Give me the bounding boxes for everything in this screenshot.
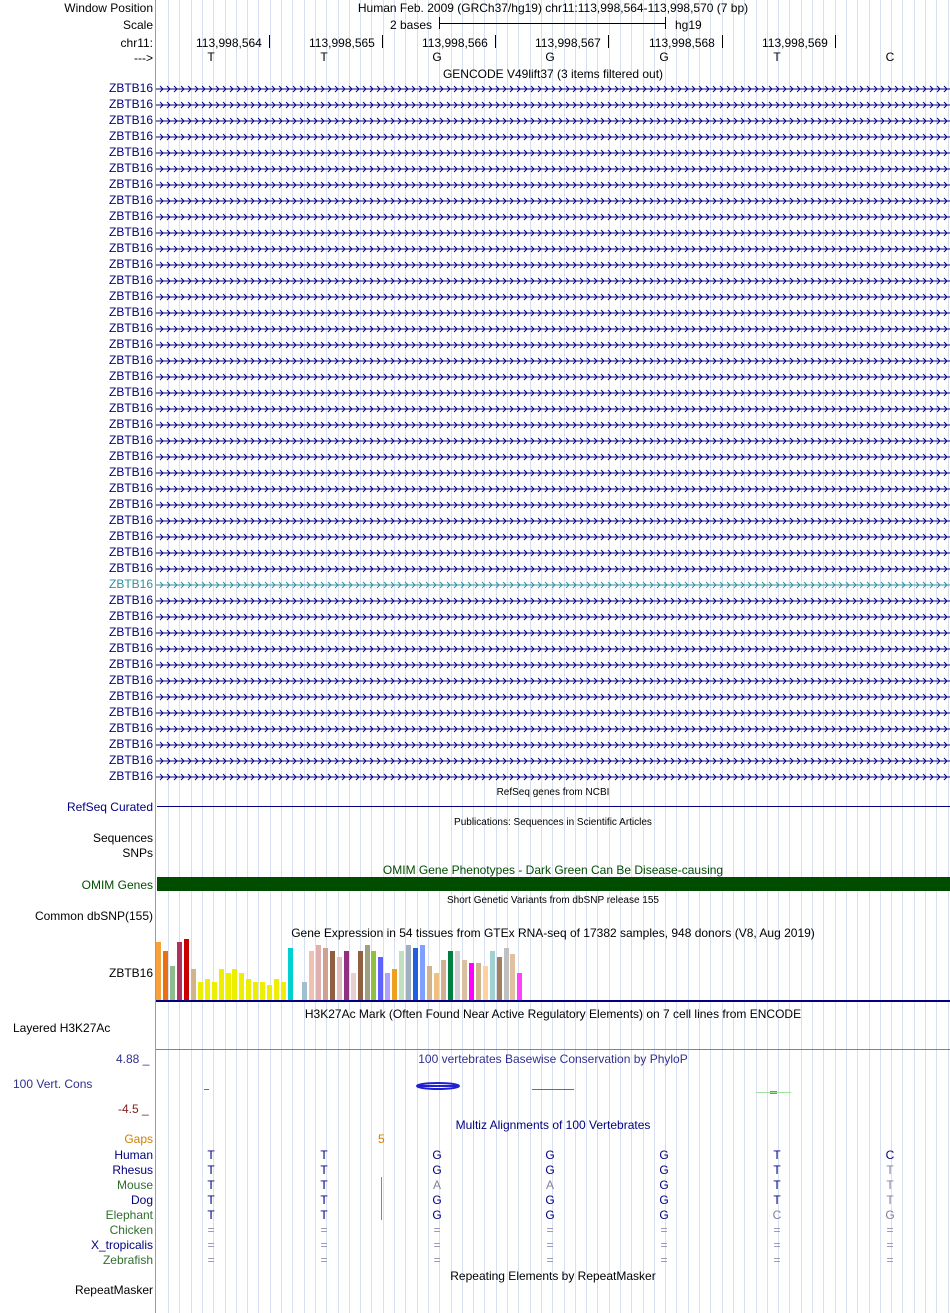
aligned-base: = bbox=[886, 1238, 894, 1252]
aligned-base: T bbox=[207, 1193, 215, 1207]
gencode-track-label[interactable]: ZBTB16 bbox=[108, 625, 153, 639]
position-tick bbox=[382, 35, 383, 48]
gtex-tissue-bar[interactable] bbox=[302, 982, 307, 1000]
gencode-transcript[interactable] bbox=[156, 100, 950, 110]
gtex-tissue-bar[interactable] bbox=[455, 951, 460, 1000]
window-position-text: Human Feb. 2009 (GRCh37/hg19) chr11:113,998,564-113,998,570 (7 bp) bbox=[357, 1, 749, 15]
scale-text: 2 bases bbox=[390, 18, 433, 32]
aligned-base: T bbox=[886, 1193, 894, 1207]
gtex-tissue-bar[interactable] bbox=[232, 969, 237, 1000]
aligned-base: = bbox=[773, 1238, 781, 1252]
position-tick bbox=[269, 35, 270, 48]
aligned-base: = bbox=[320, 1253, 328, 1267]
gencode-transcript[interactable] bbox=[156, 484, 950, 494]
h3k27ac-title[interactable]: H3K27Ac Mark (Often Found Near Active Regulatory Elements) on 7 cell lines from ENCODE bbox=[304, 1007, 802, 1021]
gencode-track-label[interactable]: ZBTB16 bbox=[108, 129, 153, 143]
gencode-transcript[interactable] bbox=[156, 164, 950, 174]
gencode-transcript[interactable] bbox=[156, 692, 950, 702]
gencode-transcript[interactable] bbox=[156, 740, 950, 750]
multiz-title[interactable]: Multiz Alignments of 100 Vertebrates bbox=[455, 1118, 651, 1132]
position-label: 113,998,566 bbox=[422, 36, 488, 50]
aligned-base: = bbox=[207, 1223, 215, 1237]
species-label[interactable]: X_tropicalis bbox=[90, 1238, 153, 1252]
gencode-transcript[interactable] bbox=[156, 468, 950, 478]
gtex-tissue-bar[interactable] bbox=[517, 973, 522, 1000]
gtex-tissue-bar[interactable] bbox=[239, 973, 244, 1000]
gencode-transcript[interactable] bbox=[156, 340, 950, 350]
aligned-base: G bbox=[545, 1193, 555, 1207]
aligned-base: T bbox=[320, 1178, 328, 1192]
phylop-mark-1 bbox=[204, 1089, 209, 1090]
refseq-label[interactable]: RefSeq Curated bbox=[66, 800, 153, 814]
gencode-track-label[interactable]: ZBTB16 bbox=[108, 321, 153, 335]
gtex-tissue-bar[interactable] bbox=[420, 945, 425, 1000]
position-label: 113,998,565 bbox=[309, 36, 375, 50]
gencode-track-label[interactable]: ZBTB16 bbox=[108, 769, 153, 783]
window-position-label: Window Position bbox=[64, 1, 153, 15]
gencode-track-label[interactable]: ZBTB16 bbox=[108, 241, 153, 255]
gtex-tissue-bar[interactable] bbox=[476, 963, 481, 1000]
gencode-track-label[interactable]: ZBTB16 bbox=[108, 385, 153, 399]
aligned-base: = bbox=[433, 1253, 441, 1267]
omim-gene-bar[interactable] bbox=[157, 877, 950, 891]
gencode-track-label[interactable]: ZBTB16 bbox=[108, 657, 153, 671]
phylop-label[interactable]: 100 Vert. Cons bbox=[13, 1077, 93, 1091]
gtex-tissue-bar[interactable] bbox=[441, 960, 446, 1000]
aligned-base: = bbox=[773, 1223, 781, 1237]
omim-title[interactable]: OMIM Gene Phenotypes - Dark Green Can Be Disease-causing bbox=[382, 863, 724, 877]
aligned-base: T bbox=[773, 1178, 781, 1192]
gencode-title[interactable]: GENCODE V49lift37 (3 items filtered out) bbox=[442, 67, 664, 81]
gtex-tissue-bar[interactable] bbox=[253, 982, 258, 1000]
aligned-base: T bbox=[207, 1148, 215, 1162]
gencode-transcript[interactable] bbox=[156, 180, 950, 190]
gencode-transcript[interactable] bbox=[156, 388, 950, 398]
gtex-title[interactable]: Gene Expression in 54 tissues from GTEx RNA-seq of 17382 samples, 948 donors (V8, Aug 2019) bbox=[291, 926, 815, 940]
position-label: 113,998,567 bbox=[535, 36, 601, 50]
gtex-tissue-bar[interactable] bbox=[226, 973, 231, 1000]
gencode-transcript[interactable] bbox=[156, 708, 950, 718]
position-label: 113,998,568 bbox=[649, 36, 715, 50]
gencode-transcript[interactable] bbox=[156, 84, 950, 94]
gtex-tissue-bar[interactable] bbox=[288, 948, 293, 1000]
gencode-track-label[interactable]: ZBTB16 bbox=[108, 609, 153, 623]
gtex-tissue-bar[interactable] bbox=[281, 982, 286, 1000]
gtex-tissue-bar[interactable] bbox=[462, 960, 467, 1000]
gencode-track-label[interactable]: ZBTB16 bbox=[108, 401, 153, 415]
gtex-tissue-bar[interactable] bbox=[483, 966, 488, 1000]
gtex-tissue-bar[interactable] bbox=[406, 945, 411, 1000]
gencode-transcript[interactable] bbox=[156, 724, 950, 734]
gencode-track-label[interactable]: ZBTB16 bbox=[108, 273, 153, 287]
gtex-tissue-bar[interactable] bbox=[212, 982, 217, 1000]
gencode-transcript[interactable] bbox=[156, 516, 950, 526]
gencode-transcript[interactable] bbox=[156, 116, 950, 126]
gtex-tissue-bar[interactable] bbox=[330, 951, 335, 1000]
gencode-track-label[interactable]: ZBTB16 bbox=[108, 417, 153, 431]
gencode-transcript[interactable] bbox=[156, 532, 950, 542]
gtex-tissue-bar[interactable] bbox=[246, 979, 251, 1000]
gencode-transcript[interactable] bbox=[156, 148, 950, 158]
gtex-tissue-bar[interactable] bbox=[434, 973, 439, 1000]
gencode-transcript[interactable] bbox=[156, 324, 950, 334]
gtex-tissue-bar[interactable] bbox=[156, 942, 161, 1000]
species-label[interactable]: Rhesus bbox=[112, 1163, 153, 1177]
aligned-base: T bbox=[320, 1193, 328, 1207]
gencode-transcript[interactable] bbox=[156, 196, 950, 206]
dbsnp-title[interactable]: Short Genetic Variants from dbSNP release 155 bbox=[447, 895, 659, 906]
aligned-base: = bbox=[660, 1253, 668, 1267]
aligned-base: = bbox=[207, 1253, 215, 1267]
gencode-transcript[interactable] bbox=[156, 580, 950, 590]
species-label[interactable]: Zebrafish bbox=[102, 1253, 153, 1267]
gencode-track-label[interactable]: ZBTB16 bbox=[108, 641, 153, 655]
gencode-track-label[interactable]: ZBTB16 bbox=[108, 257, 153, 271]
aligned-base: G bbox=[432, 1163, 442, 1177]
gencode-transcript[interactable] bbox=[156, 772, 950, 782]
dbsnp-label[interactable]: Common dbSNP(155) bbox=[34, 909, 153, 923]
gtex-tissue-bar[interactable] bbox=[358, 951, 363, 1000]
aligned-base: = bbox=[546, 1223, 554, 1237]
phylop-max: 4.88 _ bbox=[116, 1052, 150, 1066]
gtex-tissue-bar[interactable] bbox=[163, 951, 168, 1000]
aligned-base: G bbox=[885, 1208, 895, 1222]
gtex-tissue-bar[interactable] bbox=[337, 957, 342, 1000]
refseq-title[interactable]: RefSeq genes from NCBI bbox=[496, 787, 610, 798]
gencode-track-label[interactable]: ZBTB16 bbox=[108, 193, 153, 207]
gtex-tissue-bar[interactable] bbox=[219, 969, 224, 1000]
gencode-track-label[interactable]: ZBTB16 bbox=[108, 497, 153, 511]
phylop-title[interactable]: 100 vertebrates Basewise Conservation by PhyloP bbox=[418, 1052, 688, 1066]
gencode-track-label[interactable]: ZBTB16 bbox=[108, 561, 153, 575]
gencode-track-label[interactable]: ZBTB16 bbox=[108, 97, 153, 111]
gtex-tissue-bar[interactable] bbox=[371, 951, 376, 1000]
publications-label-sequences[interactable]: Sequences bbox=[92, 831, 153, 845]
phylop-min: -4.5 _ bbox=[118, 1102, 149, 1116]
gencode-transcript[interactable] bbox=[156, 628, 950, 638]
aligned-base: G bbox=[432, 1193, 442, 1207]
gencode-transcript[interactable] bbox=[156, 436, 950, 446]
gencode-track-label[interactable]: ZBTB16 bbox=[108, 721, 153, 735]
species-label[interactable]: Human bbox=[114, 1148, 153, 1162]
gtex-tissue-bar[interactable] bbox=[351, 973, 356, 1000]
scale-bar bbox=[439, 23, 666, 24]
aligned-base: T bbox=[207, 1208, 215, 1222]
gtex-tissue-bar[interactable] bbox=[344, 951, 349, 1000]
gtex-tissue-bar[interactable] bbox=[427, 966, 432, 1000]
repeatmasker-title[interactable]: Repeating Elements by RepeatMasker bbox=[450, 1269, 656, 1283]
aligned-base: = bbox=[546, 1238, 554, 1252]
species-label[interactable]: Dog bbox=[130, 1193, 153, 1207]
gencode-transcript[interactable] bbox=[156, 260, 950, 270]
gtex-label[interactable]: ZBTB16 bbox=[108, 966, 153, 980]
gencode-track-label[interactable]: ZBTB16 bbox=[108, 545, 153, 559]
gtex-tissue-bar[interactable] bbox=[365, 945, 370, 1000]
reference-base: G bbox=[432, 50, 442, 64]
position-tick bbox=[495, 35, 496, 48]
species-label[interactable]: Elephant bbox=[105, 1208, 153, 1222]
gtex-tissue-bar[interactable] bbox=[448, 951, 453, 1000]
position-tick bbox=[608, 35, 609, 48]
gencode-track-label[interactable]: ZBTB16 bbox=[108, 305, 153, 319]
scale-tick-right bbox=[665, 17, 666, 29]
position-label: 113,998,564 bbox=[196, 36, 262, 50]
gap-indicator bbox=[381, 1177, 382, 1220]
gaps-label[interactable]: Gaps bbox=[124, 1132, 153, 1146]
gencode-track-label[interactable]: ZBTB16 bbox=[108, 577, 153, 591]
phylop-mark-3 bbox=[418, 1085, 458, 1087]
gencode-track-label[interactable]: ZBTB16 bbox=[108, 673, 153, 687]
scale-label: Scale bbox=[122, 18, 153, 32]
gencode-transcript[interactable] bbox=[156, 564, 950, 574]
gtex-tissue-bar[interactable] bbox=[497, 957, 502, 1000]
gencode-transcript[interactable] bbox=[156, 372, 950, 382]
aligned-base: C bbox=[772, 1208, 782, 1222]
scale-assembly: hg19 bbox=[675, 18, 702, 32]
gtex-tissue-bar[interactable] bbox=[392, 969, 397, 1000]
gap-value: 5 bbox=[378, 1132, 385, 1146]
gencode-track-label[interactable]: ZBTB16 bbox=[108, 209, 153, 223]
gencode-track-label[interactable]: ZBTB16 bbox=[108, 481, 153, 495]
aligned-base: G bbox=[659, 1163, 669, 1177]
gencode-track-label[interactable]: ZBTB16 bbox=[108, 145, 153, 159]
repeatmasker-label[interactable]: RepeatMasker bbox=[74, 1283, 153, 1297]
gencode-track-label[interactable]: ZBTB16 bbox=[108, 113, 153, 127]
gencode-track-label[interactable]: ZBTB16 bbox=[108, 369, 153, 383]
gencode-transcript[interactable] bbox=[156, 308, 950, 318]
gencode-track-label[interactable]: ZBTB16 bbox=[108, 705, 153, 719]
position-label: 113,998,569 bbox=[762, 36, 828, 50]
gencode-track-label[interactable]: ZBTB16 bbox=[108, 337, 153, 351]
gtex-tissue-bar[interactable] bbox=[309, 951, 314, 1000]
aligned-base: = bbox=[320, 1223, 328, 1237]
aligned-base: = bbox=[773, 1253, 781, 1267]
species-label[interactable]: Chicken bbox=[109, 1223, 153, 1237]
aligned-base: G bbox=[545, 1208, 555, 1222]
gtex-tissue-bar[interactable] bbox=[184, 939, 189, 1000]
gtex-tissue-bar[interactable] bbox=[205, 979, 210, 1000]
aligned-base: T bbox=[207, 1178, 215, 1192]
gencode-track-label[interactable]: ZBTB16 bbox=[108, 737, 153, 751]
gencode-transcript[interactable] bbox=[156, 420, 950, 430]
gencode-track-label[interactable]: ZBTB16 bbox=[108, 161, 153, 175]
gencode-transcript[interactable] bbox=[156, 276, 950, 286]
gtex-tissue-bar[interactable] bbox=[170, 966, 175, 1000]
aligned-base: G bbox=[545, 1163, 555, 1177]
phylop-mark-6 bbox=[756, 1092, 791, 1093]
gencode-transcript[interactable] bbox=[156, 292, 950, 302]
gtex-tissue-bar[interactable] bbox=[385, 973, 390, 1000]
reference-base: G bbox=[659, 50, 669, 64]
gencode-transcript[interactable] bbox=[156, 244, 950, 254]
gtex-tissue-bar[interactable] bbox=[378, 957, 383, 1000]
aligned-base: G bbox=[545, 1148, 555, 1162]
gencode-transcript[interactable] bbox=[156, 452, 950, 462]
gencode-transcript[interactable] bbox=[156, 500, 950, 510]
gtex-tissue-bar[interactable] bbox=[316, 945, 321, 1000]
chrom-label: chr11: bbox=[120, 36, 153, 50]
aligned-base: = bbox=[207, 1238, 215, 1252]
strand-label: ---> bbox=[134, 51, 153, 65]
gencode-track-label[interactable]: ZBTB16 bbox=[108, 593, 153, 607]
gtex-tissue-bar[interactable] bbox=[510, 954, 515, 1000]
gtex-tissue-bar[interactable] bbox=[177, 942, 182, 1000]
position-tick bbox=[835, 35, 836, 48]
gtex-tissue-bar[interactable] bbox=[274, 979, 279, 1000]
gtex-tissue-bar[interactable] bbox=[504, 948, 509, 1000]
gencode-track-label[interactable]: ZBTB16 bbox=[108, 465, 153, 479]
aligned-base: T bbox=[773, 1163, 781, 1177]
aligned-base: = bbox=[433, 1223, 441, 1237]
aligned-base: T bbox=[207, 1163, 215, 1177]
gencode-transcript[interactable] bbox=[156, 676, 950, 686]
gtex-tissue-bar[interactable] bbox=[490, 951, 495, 1000]
gtex-tissue-bar[interactable] bbox=[323, 948, 328, 1000]
gencode-track-label[interactable]: ZBTB16 bbox=[108, 689, 153, 703]
gencode-track-label[interactable]: ZBTB16 bbox=[108, 513, 153, 527]
gtex-tissue-bar[interactable] bbox=[469, 963, 474, 1000]
position-tick bbox=[722, 35, 723, 48]
gencode-transcript[interactable] bbox=[156, 132, 950, 142]
gencode-track-label[interactable]: ZBTB16 bbox=[108, 449, 153, 463]
aligned-base: G bbox=[659, 1178, 669, 1192]
gencode-transcript[interactable] bbox=[156, 660, 950, 670]
aligned-base: A bbox=[545, 1178, 554, 1192]
aligned-base: G bbox=[659, 1148, 669, 1162]
gencode-track-label[interactable]: ZBTB16 bbox=[108, 177, 153, 191]
gencode-transcript[interactable] bbox=[156, 212, 950, 222]
aligned-base: G bbox=[659, 1193, 669, 1207]
aligned-base: T bbox=[886, 1163, 894, 1177]
h3k27ac-label[interactable]: Layered H3K27Ac bbox=[13, 1021, 111, 1035]
gtex-tissue-bar[interactable] bbox=[191, 969, 196, 1000]
omim-label[interactable]: OMIM Genes bbox=[81, 878, 153, 892]
aligned-base: = bbox=[660, 1238, 668, 1252]
aligned-base: T bbox=[320, 1148, 328, 1162]
gencode-transcript[interactable] bbox=[156, 644, 950, 654]
aligned-base: = bbox=[660, 1223, 668, 1237]
gtex-tissue-bar[interactable] bbox=[413, 948, 418, 1000]
gencode-track-label[interactable]: ZBTB16 bbox=[108, 225, 153, 239]
aligned-base: = bbox=[433, 1238, 441, 1252]
gencode-track-label[interactable]: ZBTB16 bbox=[108, 353, 153, 367]
aligned-base: T bbox=[886, 1178, 894, 1192]
publications-title[interactable]: Publications: Sequences in Scientific Articles bbox=[454, 817, 652, 828]
refseq-gene-line[interactable] bbox=[157, 806, 950, 807]
gtex-tissue-bar[interactable] bbox=[399, 951, 404, 1000]
gencode-transcript[interactable] bbox=[156, 404, 950, 414]
gencode-transcript[interactable] bbox=[156, 596, 950, 606]
aligned-base: C bbox=[885, 1148, 895, 1162]
gencode-track-label[interactable]: ZBTB16 bbox=[108, 81, 153, 95]
gtex-baseline bbox=[156, 1000, 950, 1002]
gencode-track-label[interactable]: ZBTB16 bbox=[108, 529, 153, 543]
gtex-tissue-bar[interactable] bbox=[267, 985, 272, 1000]
reference-base: C bbox=[885, 50, 895, 64]
aligned-base: T bbox=[320, 1208, 328, 1222]
gencode-transcript[interactable] bbox=[156, 756, 950, 766]
aligned-base: A bbox=[432, 1178, 441, 1192]
reference-base: G bbox=[545, 50, 555, 64]
gencode-transcript[interactable] bbox=[156, 228, 950, 238]
aligned-base: T bbox=[320, 1163, 328, 1177]
gencode-track-label[interactable]: ZBTB16 bbox=[108, 753, 153, 767]
publications-label-snps[interactable]: SNPs bbox=[122, 846, 153, 860]
aligned-base: = bbox=[546, 1253, 554, 1267]
reference-base: T bbox=[207, 50, 215, 64]
gencode-track-label[interactable]: ZBTB16 bbox=[108, 433, 153, 447]
aligned-base: = bbox=[320, 1238, 328, 1252]
gtex-tissue-bar[interactable] bbox=[198, 982, 203, 1000]
reference-base: T bbox=[320, 50, 328, 64]
aligned-base: T bbox=[773, 1193, 781, 1207]
gtex-tissue-bar[interactable] bbox=[260, 982, 265, 1000]
gencode-track-label[interactable]: ZBTB16 bbox=[108, 289, 153, 303]
gencode-transcript[interactable] bbox=[156, 356, 950, 366]
species-label[interactable]: Mouse bbox=[116, 1178, 153, 1192]
phylop-signal[interactable] bbox=[156, 1078, 950, 1098]
gencode-transcript[interactable] bbox=[156, 612, 950, 622]
aligned-base: G bbox=[432, 1208, 442, 1222]
aligned-base: T bbox=[773, 1148, 781, 1162]
aligned-base: G bbox=[432, 1148, 442, 1162]
aligned-base: = bbox=[886, 1253, 894, 1267]
h3k27ac-baseline bbox=[156, 1049, 950, 1050]
aligned-base: = bbox=[886, 1223, 894, 1237]
gencode-transcript[interactable] bbox=[156, 548, 950, 558]
phylop-mark-4 bbox=[532, 1089, 574, 1090]
reference-base: T bbox=[773, 50, 781, 64]
aligned-base: G bbox=[659, 1208, 669, 1222]
